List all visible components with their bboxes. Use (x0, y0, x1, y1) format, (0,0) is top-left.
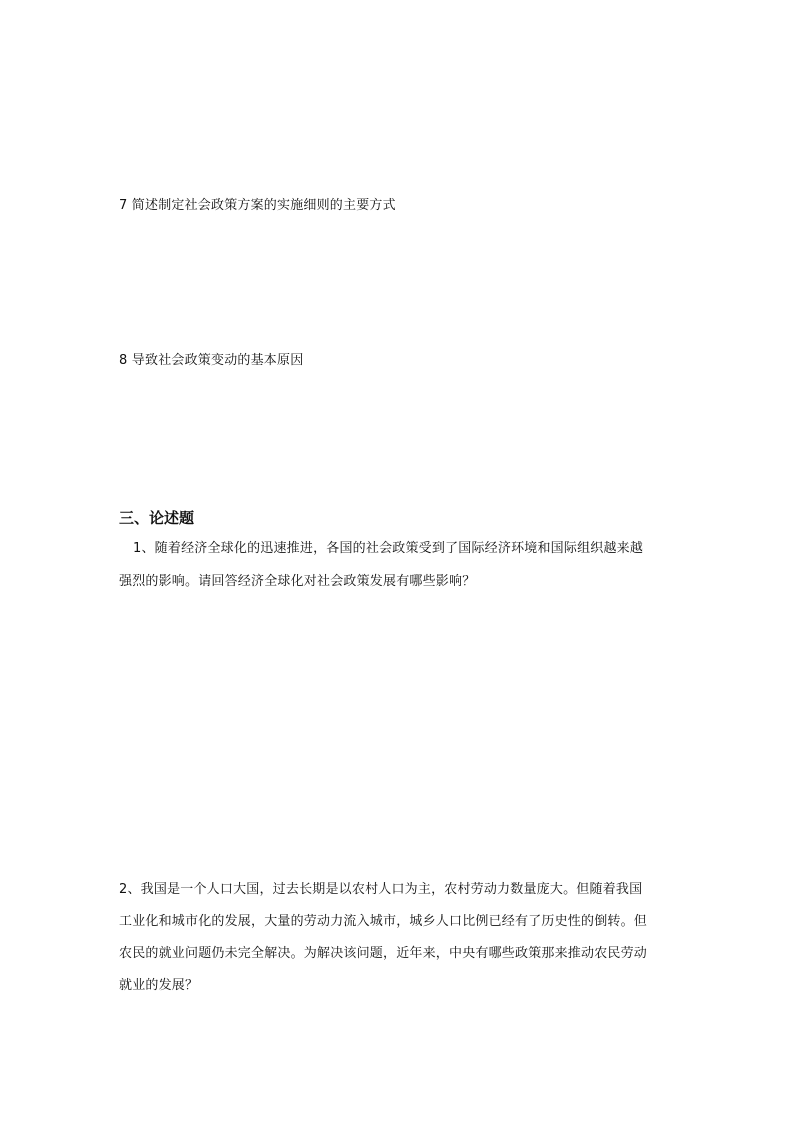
essay-q1-line-2: 强烈的影响。请回答经济全球化对社会政策发展有哪些影响？ (119, 574, 476, 589)
question-7: 7 简述制定社会政策方案的实施细则的主要方式 (119, 198, 396, 213)
question-8: 8 导致社会政策变动的基本原因 (119, 353, 304, 368)
essay-q2-line-2: 工业化和城市化的发展，大量的劳动力流入城市，城乡人口比例已经有了历史性的倒转。但 (119, 914, 648, 929)
essay-q2-line-4: 就业的发展？ (119, 978, 199, 993)
essay-q2-line-1: 2、我国是一个人口大国，过去长期是以农村人口为主，农村劳动力数量庞大。但随着我国 (119, 882, 643, 897)
essay-q2-line-3: 农民的就业问题仍未完全解决。为解决该问题，近年来，中央有哪些政策那来推动农民劳动 (119, 946, 648, 961)
section-heading-essay: 三、论述题 (119, 509, 195, 527)
essay-q1-line-1: 1、随着经济全球化的迅速推进，各国的社会政策受到了国际经济环境和国际组织越来越 (133, 541, 644, 556)
